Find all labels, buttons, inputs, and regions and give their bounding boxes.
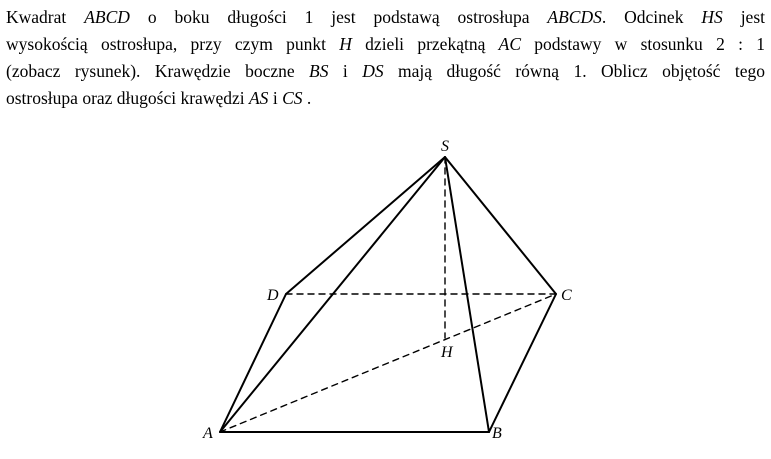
vertex-label-a: A [203, 425, 213, 442]
text-segment: mają długość równą 1. Oblicz objętość tego [383, 61, 765, 81]
edge-bc [489, 294, 556, 432]
text-segment: podstawy w stosunku 2 : 1 [521, 34, 766, 54]
text-segment: wysokością ostrosłupa, przy czym punkt [6, 34, 340, 54]
text-segment: . [302, 88, 312, 108]
vertex-label-s: S [441, 138, 449, 155]
text-segment: o boku długości 1 jest podstawą ostrosłupa [129, 7, 548, 27]
text-segment: ostrosłupa oraz długości krawędzi [6, 88, 249, 108]
math-pyramid-abcds: ABCDS [547, 7, 602, 27]
text-segment: jest [722, 7, 765, 27]
math-edge-ds: DS [362, 61, 384, 81]
math-diagonal-ac: AC [498, 34, 521, 54]
vertex-label-h: H [441, 344, 453, 361]
text-segment: dzieli przekątną [351, 34, 499, 54]
math-segment-hs: HS [701, 7, 723, 27]
math-edge-bs: BS [309, 61, 329, 81]
edge-sd [286, 157, 445, 294]
math-square-abcd: ABCD [84, 7, 130, 27]
math-edge-cs: CS [282, 88, 303, 108]
text-segment: i [328, 61, 363, 81]
vertex-label-c: C [561, 287, 572, 304]
text-segment: Kwadrat [6, 7, 85, 27]
text-segment: . Odcinek [601, 7, 702, 27]
vertex-label-d: D [267, 287, 279, 304]
diagonal-ac-hidden [220, 294, 556, 432]
edge-sc [445, 157, 556, 294]
text-segment: (zobacz rysunek). Krawędzie boczne [6, 61, 310, 81]
text-segment: i [268, 88, 283, 108]
math-edge-as: AS [248, 88, 269, 108]
math-point-h: H [339, 34, 352, 54]
vertex-label-b: B [492, 425, 502, 442]
